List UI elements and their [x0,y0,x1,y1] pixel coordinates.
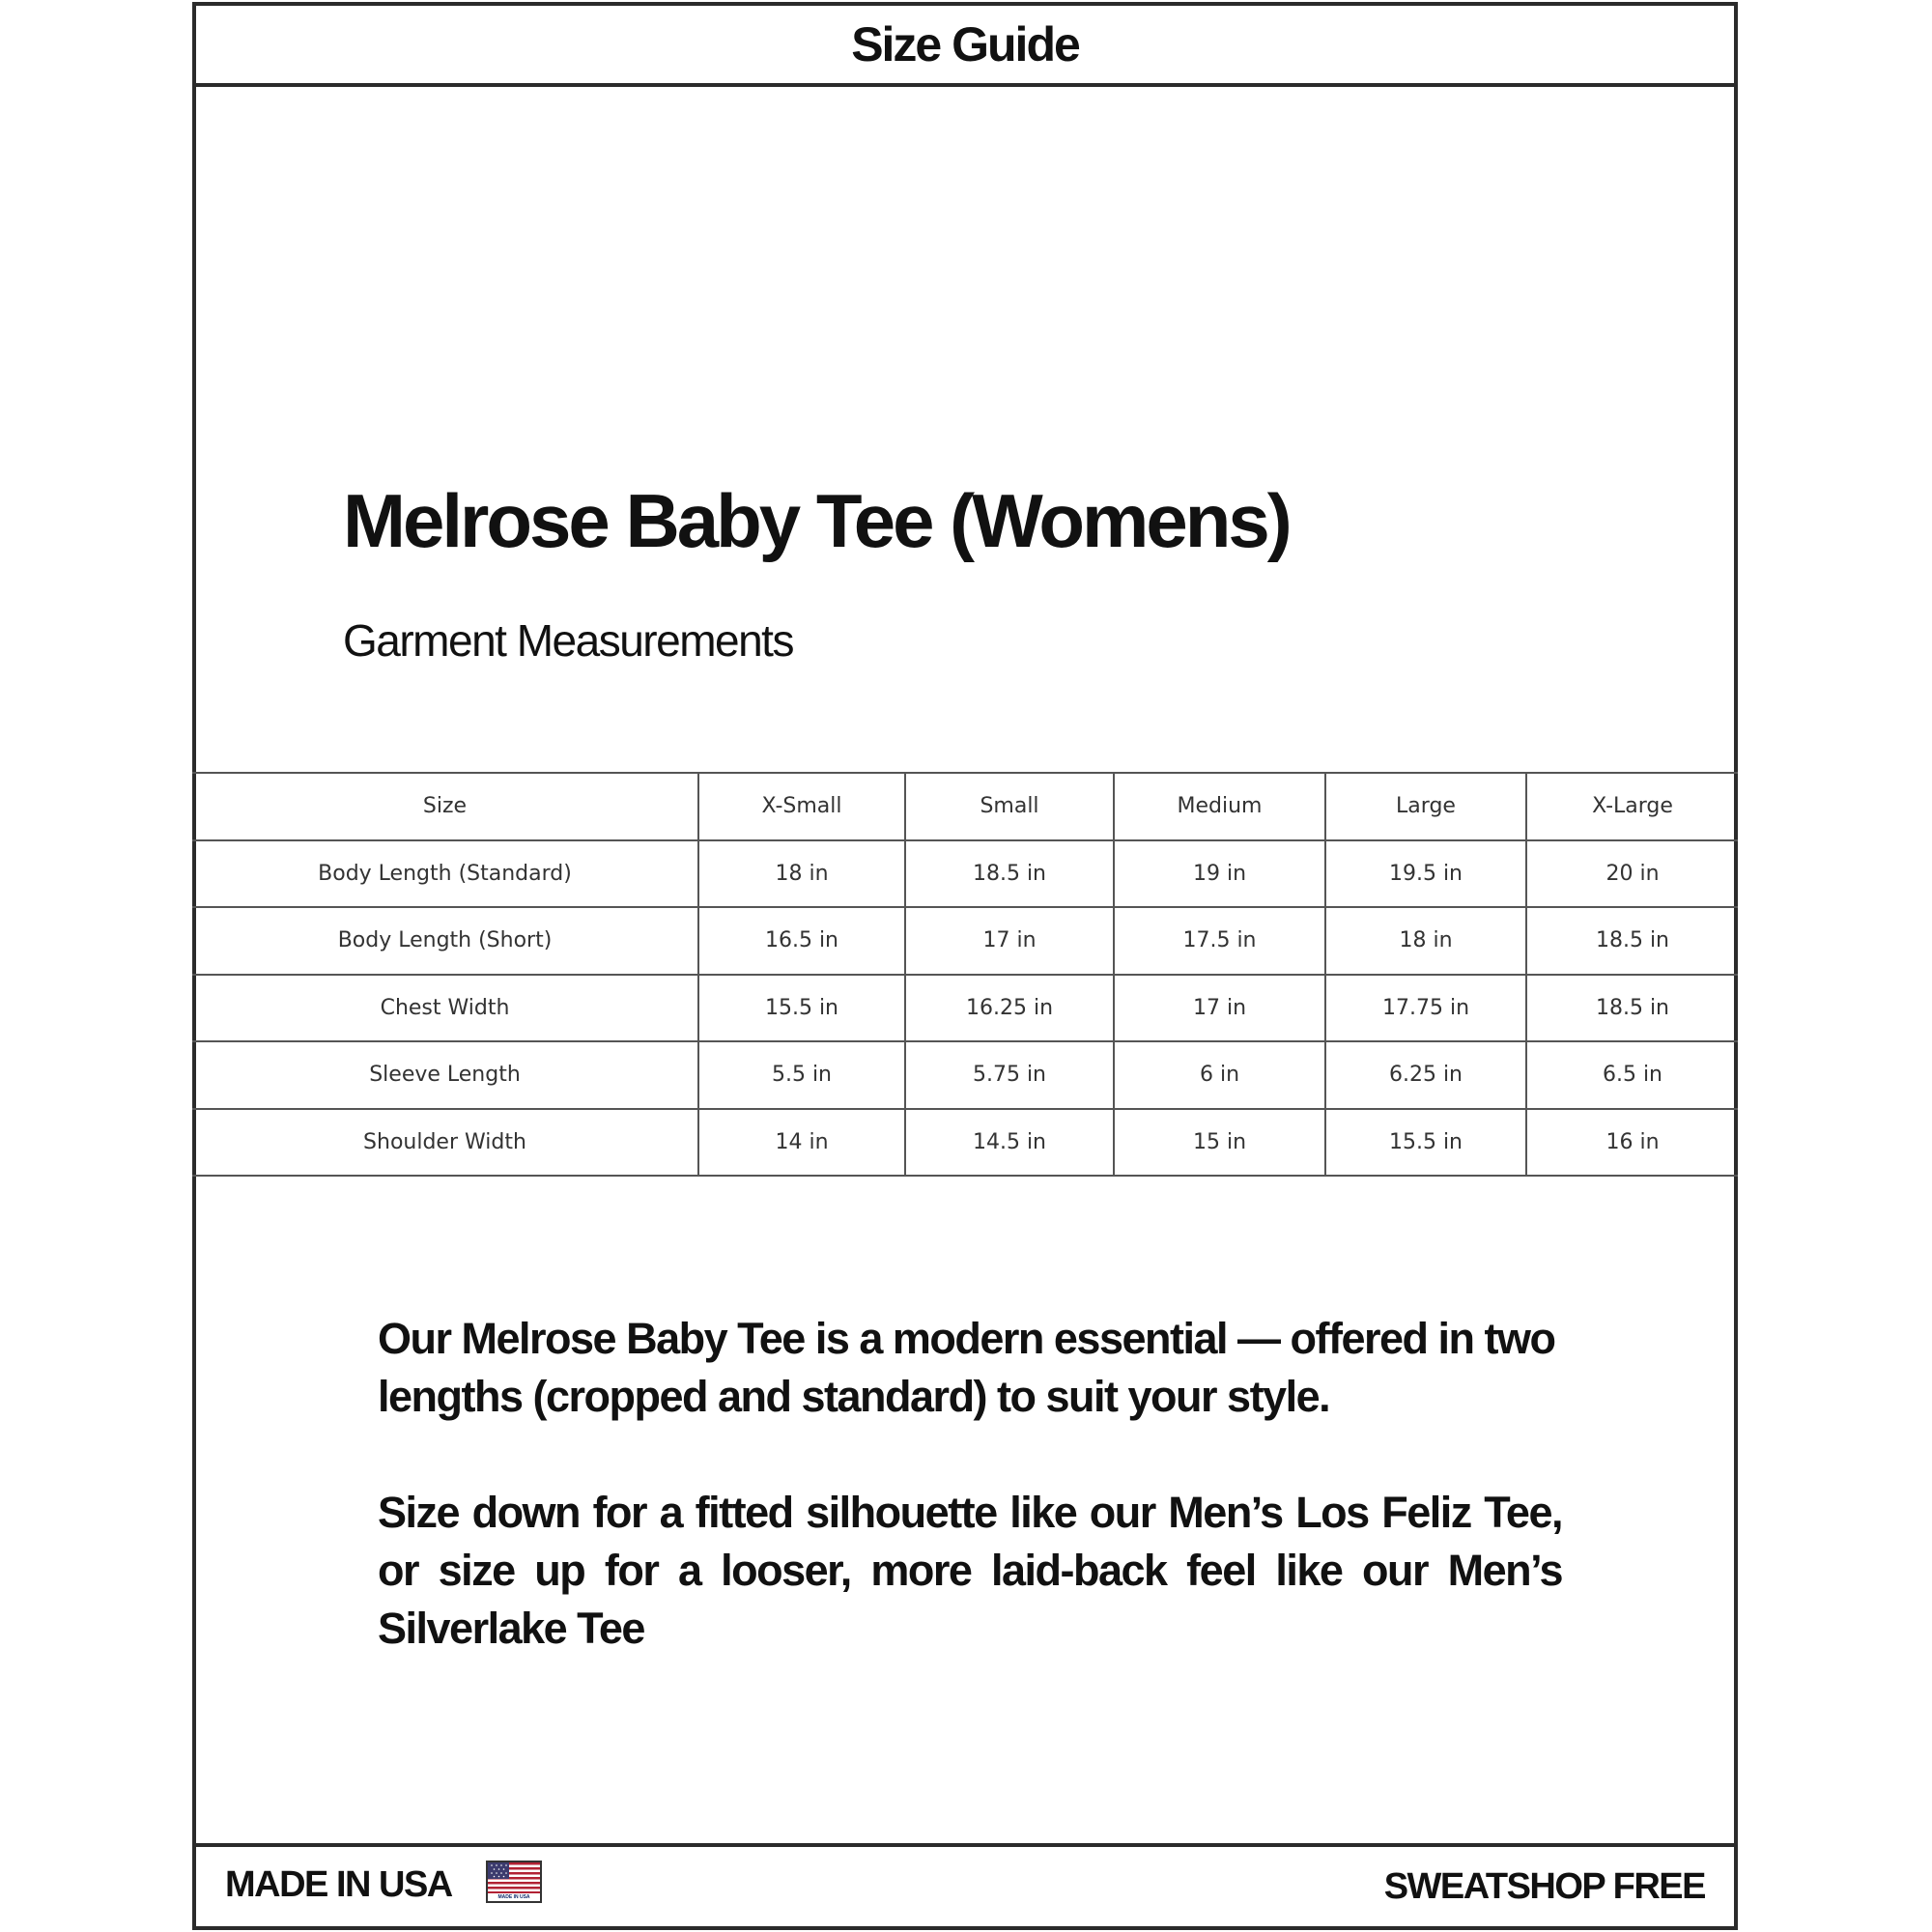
table-cell: 14 in [698,1109,905,1177]
table-cell: 14.5 in [905,1109,1114,1177]
table-cell: 19 in [1114,840,1325,908]
table-cell: 6.5 in [1526,1041,1738,1109]
table-row [192,1041,1738,1109]
table-row [192,1109,1738,1177]
size-guide-frame [192,2,1738,1930]
product-title: Melrose Baby Tee (Womens) [343,478,1290,563]
page-title: Size Guide [851,17,1079,71]
column-header: Size [192,773,698,840]
size-table [192,772,1738,1177]
table-cell: 18.5 in [905,840,1114,908]
table-cell: 17.75 in [1325,975,1526,1042]
row-label: Sleeve Length [192,1041,698,1109]
table-header-row [192,773,1738,840]
description-paragraph-1: Our Melrose Baby Tee is a modern essential — offered in two lengths (cropped and standard) to suit your style. [378,1314,1555,1421]
table-cell: 15.5 in [698,975,905,1042]
table-cell: 6.25 in [1325,1041,1526,1109]
row-label: Body Length (Short) [192,907,698,975]
table-cell: 18 in [698,840,905,908]
table-row [192,975,1738,1042]
table-cell: 15.5 in [1325,1109,1526,1177]
table-cell: 16.5 in [698,907,905,975]
table-cell: 16.25 in [905,975,1114,1042]
table-cell: 18 in [1325,907,1526,975]
table-cell: 17 in [1114,975,1325,1042]
table-cell: 18.5 in [1526,975,1738,1042]
table-cell: 20 in [1526,840,1738,908]
table-cell: 15 in [1114,1109,1325,1177]
footer-bar [196,1843,1734,1926]
flag-caption: MADE IN USA [497,1894,530,1900]
table-row [192,907,1738,975]
table-row [192,840,1738,908]
table-cell: 17 in [905,907,1114,975]
column-header: Large [1325,773,1526,840]
row-label: Shoulder Width [192,1109,698,1177]
table-cell: 6 in [1114,1041,1325,1109]
column-header: X-Large [1526,773,1738,840]
us-flag-icon [486,1861,542,1903]
column-header: X-Small [698,773,905,840]
row-label: Body Length (Standard) [192,840,698,908]
column-header: Medium [1114,773,1325,840]
table-cell: 18.5 in [1526,907,1738,975]
sweatshop-free-label: SWEATSHOP FREE [1383,1866,1705,1907]
table-cell: 16 in [1526,1109,1738,1177]
column-header: Small [905,773,1114,840]
table-cell: 5.5 in [698,1041,905,1109]
row-label: Chest Width [192,975,698,1042]
section-title: Garment Measurements [343,615,793,666]
table-cell: 19.5 in [1325,840,1526,908]
description-paragraph-2: Size down for a fitted silhouette like our Men’s Los Feliz Tee, or size up for a looser, more laid-back feel like our Men’s Silverlake Tee [378,1488,1562,1653]
table-cell: 5.75 in [905,1041,1114,1109]
table-cell: 17.5 in [1114,907,1325,975]
header-bar [196,6,1734,87]
made-in-usa-label: MADE IN USA [225,1864,452,1905]
